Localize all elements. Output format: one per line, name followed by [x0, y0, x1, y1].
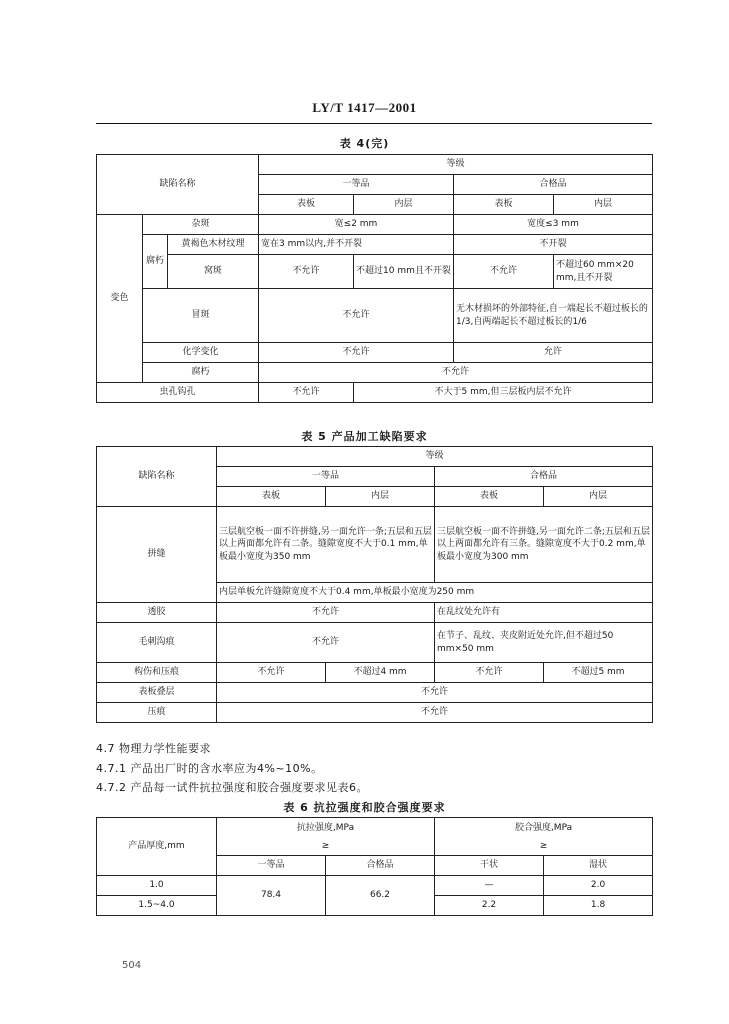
- t6-tensile-first: 78.4: [217, 876, 326, 916]
- t5-r4-d: 不超过5 mm: [544, 663, 653, 683]
- section-4-7-2: 4.7.2 产品每一试件抗拉强度和胶合强度要求见表6。: [96, 781, 368, 794]
- t4-qualified-grade: 合格品: [454, 175, 653, 195]
- t5-r3-b: 在节子、乱纹、夹皮附近处允许,但不超过50 mm×50 mm: [435, 623, 653, 663]
- t4-r3-name: 窝斑: [168, 255, 259, 289]
- t4-r5-a: 不允许: [259, 343, 454, 363]
- table5: [96, 446, 653, 723]
- t4-r1-name: 杂斑: [143, 215, 259, 235]
- t4-r3-a: 不允许: [259, 255, 354, 289]
- t5-r4-b: 不超过4 mm: [326, 663, 435, 683]
- t4-r6-name: 腐朽: [143, 363, 259, 383]
- t5-r6-name: 压痕: [97, 703, 217, 723]
- page-number: 504: [122, 960, 142, 971]
- t4-r1-v1: 宽≤2 mm: [259, 215, 454, 235]
- t4-rot-label: 腐朽: [143, 235, 168, 289]
- t4-grade-header: 等级: [259, 155, 653, 175]
- t5-r1-b: 三层航空板一面不许拼缝,另一面允许二条;五层和五层以上两面都允许有三条。缝隙宽度不大于0.2 mm,单板最小宽度为300 mm: [435, 507, 653, 583]
- t6-row2-dry: 2.2: [435, 896, 544, 916]
- t4-r7-name: 虫孔钩孔: [97, 383, 259, 403]
- t5-inner: 内层: [326, 487, 435, 507]
- t5-r1-c: 内层单板允许缝隙宽度不大于0.4 mm,单板最小宽度为250 mm: [217, 583, 653, 603]
- t4-r5-b: 允许: [454, 343, 653, 363]
- section-4-7-1: 4.7.1 产品出厂时的含水率应为4%~10%。: [96, 762, 323, 775]
- t5-r5-v: 不允许: [217, 683, 653, 703]
- t4-r4-name: 冒斑: [143, 289, 259, 343]
- t5-r1-a: 三层航空板一面不许拼缝,另一面允许一条;五层和五层以上两面都允许有二条。缝隙宽度不大于0.1 mm,单板最小宽度为350 mm: [217, 507, 435, 583]
- table5-caption: 表 5 产品加工缺陷要求: [301, 430, 428, 443]
- t4-r2-v2: 不开裂: [454, 235, 653, 255]
- t5-qualified-grade: 合格品: [435, 467, 653, 487]
- t5-r2-name: 透胶: [97, 603, 217, 623]
- t5-inner-2: 内层: [544, 487, 653, 507]
- t6-tensile-qualified: 66.2: [326, 876, 435, 916]
- standard-header: LY/T 1417—2001: [312, 100, 417, 115]
- t5-r4-name: 构伤和压痕: [97, 663, 217, 683]
- t5-r6-v: 不允许: [217, 703, 653, 723]
- t5-grade-header: 等级: [217, 447, 653, 467]
- t5-r4-a: 不允许: [217, 663, 326, 683]
- t5-face-2: 表板: [435, 487, 544, 507]
- t4-inner-2: 内层: [554, 195, 653, 215]
- table4-caption: 表 4(完): [339, 137, 390, 150]
- t5-face: 表板: [217, 487, 326, 507]
- t5-r2-b: 在乱纹处允许有: [435, 603, 653, 623]
- t4-r7-b: 不大于5 mm,但三层板内层不允许: [354, 383, 653, 403]
- t6-bond-ge: ≥: [435, 838, 653, 856]
- t4-face: 表板: [259, 195, 354, 215]
- t6-wet: 湿状: [544, 856, 653, 876]
- t6-thickness-header: 产品厚度,mm: [97, 818, 217, 876]
- t4-defect-name-header: 缺陷名称: [97, 155, 259, 215]
- t5-defect-name-header: 缺陷名称: [97, 447, 217, 507]
- t6-bond-header: 胶合强度,MPa: [435, 818, 653, 838]
- t5-r5-name: 表板叠层: [97, 683, 217, 703]
- t6-row1-thickness: 1.0: [97, 876, 217, 896]
- t4-face-2: 表板: [454, 195, 554, 215]
- t4-r1-v2: 宽度≤3 mm: [454, 215, 653, 235]
- header-rule: [96, 123, 652, 124]
- t4-discolor-label: 变色: [97, 215, 143, 383]
- t4-r7-a: 不允许: [259, 383, 354, 403]
- t4-r4-a: 不允许: [259, 289, 454, 343]
- t6-row1-dry: —: [435, 876, 544, 896]
- table4: [96, 154, 653, 403]
- t5-r3-a: 不允许: [217, 623, 435, 663]
- t6-dry: 干状: [435, 856, 544, 876]
- t5-r2-a: 不允许: [217, 603, 435, 623]
- t5-r3-name: 毛刺沟痕: [97, 623, 217, 663]
- t6-tensile-ge: ≥: [217, 838, 435, 856]
- t5-r4-c: 不允许: [435, 663, 544, 683]
- section-4-7: 4.7 物理力学性能要求: [96, 742, 211, 755]
- t6-first: 一等品: [217, 856, 326, 876]
- t6-row2-wet: 1.8: [544, 896, 653, 916]
- t6-tensile-header: 抗拉强度,MPa: [217, 818, 435, 838]
- table6: [96, 817, 653, 916]
- t5-r1-name: 拼缝: [97, 507, 217, 603]
- t4-r5-name: 化学变化: [143, 343, 259, 363]
- t6-row1-wet: 2.0: [544, 876, 653, 896]
- t5-first-grade: 一等品: [217, 467, 435, 487]
- table6-caption: 表 6 抗拉强度和胶合强度要求: [283, 801, 446, 814]
- t4-r2-v1: 宽在3 mm以内,并不开裂: [259, 235, 454, 255]
- t4-r6-v: 不允许: [259, 363, 653, 383]
- t4-first-grade: 一等品: [259, 175, 454, 195]
- t4-inner: 内层: [354, 195, 454, 215]
- t4-r3-c: 不允许: [454, 255, 554, 289]
- t4-r3-d: 不超过60 mm×20 mm,且不开裂: [554, 255, 653, 289]
- t6-qualified: 合格品: [326, 856, 435, 876]
- t4-r4-b: 无木材损坏的外部特征,自一端起长不超过板长的1/3,自两端起长不超过板长的1/6: [454, 289, 653, 343]
- t4-r2-name: 黄褐色木材纹理: [168, 235, 259, 255]
- t6-row2-thickness: 1.5~4.0: [97, 896, 217, 916]
- t4-r3-b: 不超过10 mm且不开裂: [354, 255, 454, 289]
